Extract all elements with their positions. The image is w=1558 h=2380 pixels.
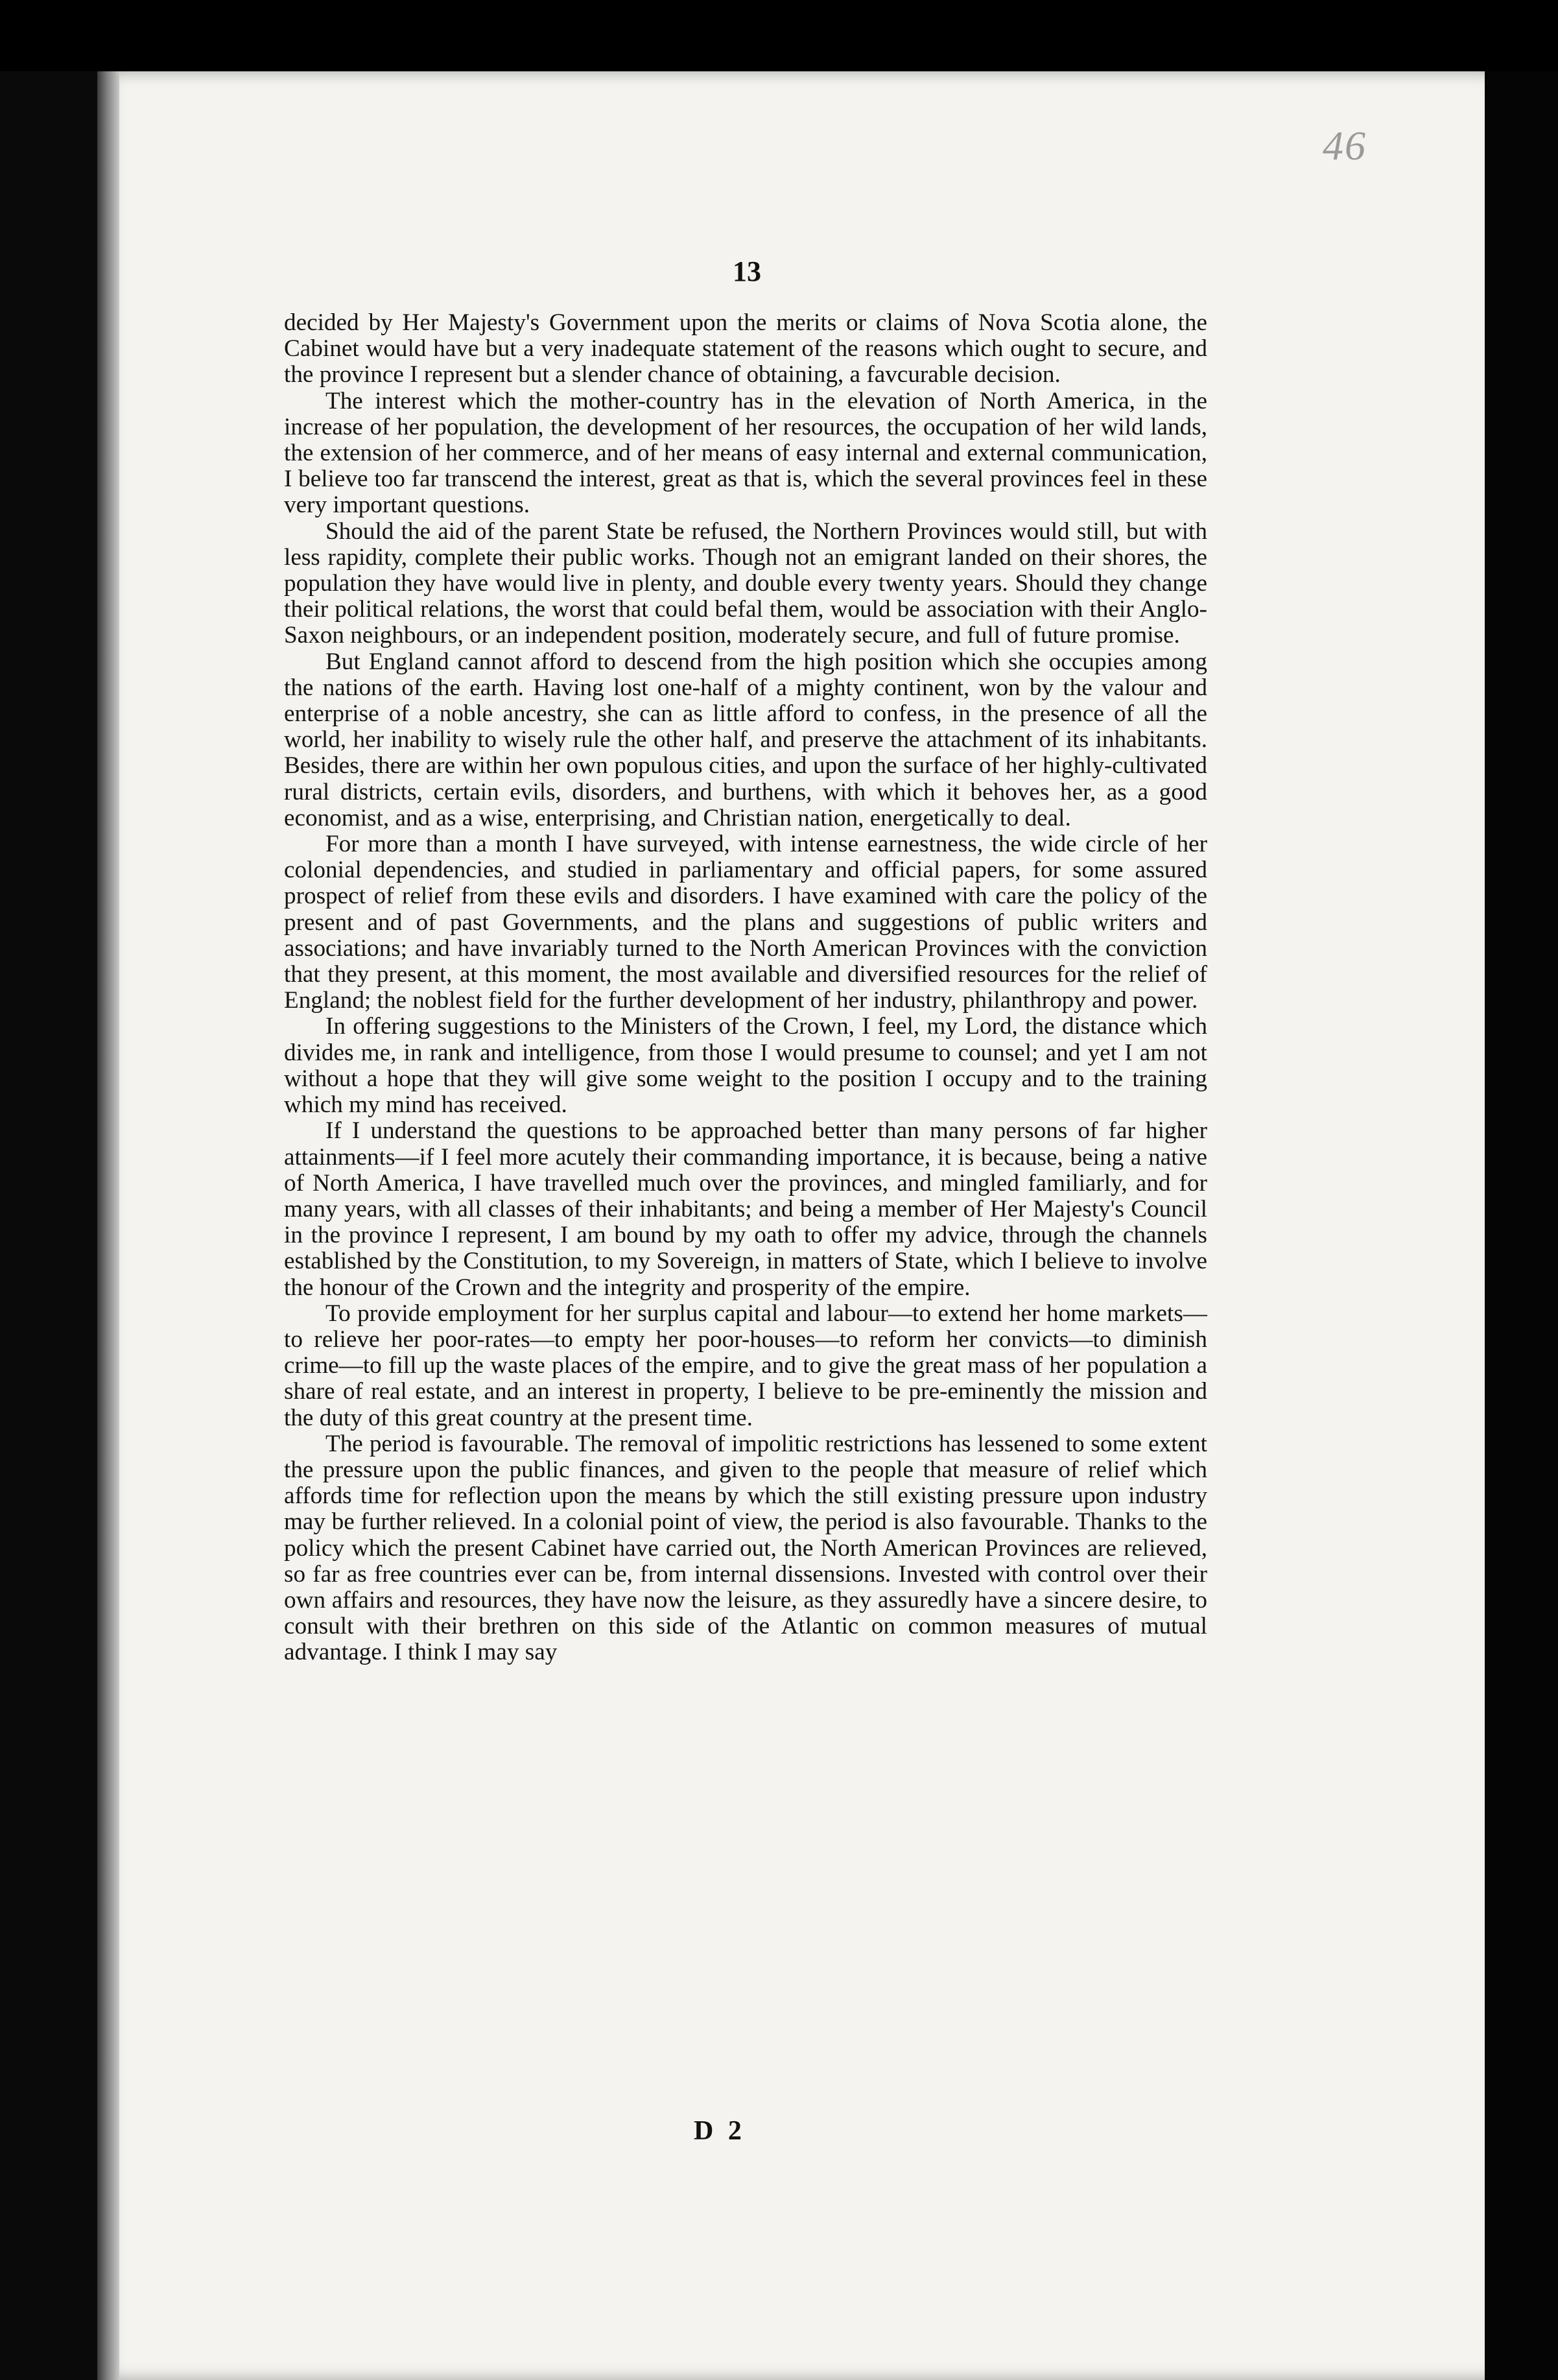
paragraph: If I understand the questions to be approached better than many persons of far higher attainments—if I feel more acutely their commanding importance, it is because, being a native of North America, I have travelled much over the provinces, and mingled familiarly, and for many years, with all classes of their inhabitants; and being a member of Her Majesty's Council in the province I represent, I am bound by my oath to offer my advice, through the channels established by the Constitution, to my Sovereign, in matters of State, which I believe to involve the honour of the Crown and the integrity and prosperity of the empire.	[284, 1117, 1207, 1301]
page-binding-edge	[97, 71, 119, 2380]
scan-background-right	[1485, 71, 1558, 2380]
page-number: 13	[733, 256, 761, 287]
paragraph: The interest which the mother-country has in the elevation of North America, in the increase of her population, the development of her resources, the occupation of her wild lands, the extension of her commerce, and of her means of easy internal and external communication, I believe too far transcend the interest, great as that is, which the several provinces feel in these very important questions.	[284, 387, 1207, 519]
scan-background-top	[0, 0, 1558, 71]
signature-mark: D 2	[694, 2116, 746, 2146]
paragraph: But England cannot afford to descend from the high position which she occupies among the nations of the earth. Having lost one-half of a mighty continent, won by the valour and enterprise of a noble ancestry, she can as little afford to confess, in the presence of all the world, her inability to wisely rule the other half, and preserve the attachment of its inhabitants. Besides, there are within her own populous cities, and upon the surface of her highly-cultivated rural districts, certain evils, disorders, and burthens, with which it behoves her, as a good economist, and as a wise, enterprising, and Christian nation, energetically to deal.	[284, 648, 1207, 831]
paragraph: To provide employment for her surplus capital and labour—to extend her home markets—to relieve her poor-rates—to empty her poor-houses—to reform her convicts—to diminish crime—to fill up the waste places of the empire, and to give the great mass of her population a share of real estate, and an interest in property, I believe to be pre-eminently the mission and the duty of this great country at the present time.	[284, 1300, 1207, 1431]
body-text	[284, 310, 1207, 1666]
paragraph: Should the aid of the parent State be refused, the Northern Provinces would still, but with less rapidity, complete their public works. Though not an emigrant landed on their shores, the population they have would live in plenty, and double every twenty years. Should they change their political relations, the worst that could befal them, would be association with their Anglo-Saxon neighbours, or an independent position, moderately secure, and full of future promise.	[284, 518, 1207, 649]
paragraph: The period is favourable. The removal of impolitic restrictions has lessened to some extent the pressure upon the public finances, and given to the people that measure of relief which affords time for reflection upon the means by which the still existing pressure upon industry may be further relieved. In a colonial point of view, the period is also favourable. Thanks to the policy which the present Cabinet have carried out, the North American Provinces are relieved, so far as free countries ever can be, from internal dissensions. Invested with control over their own affairs and resources, they have now the leisure, as they assuredly have a sincere desire, to consult with their brethren on this side of the Atlantic on common measures of mutual advantage. I think I may say	[284, 1430, 1207, 1666]
paragraph: decided by Her Majesty's Government upon the merits or claims of Nova Scotia alone, the Cabinet would have but a very inadequate statement of the reasons which ought to secure, and the province I represent but a slender chance of obtaining, a favcurable decision.	[284, 309, 1207, 388]
paragraph: In offering suggestions to the Ministers of the Crown, I feel, my Lord, the distance which divides me, in rank and intelligence, from those I would presume to counsel; and yet I am not without a hope that they will give some weight to the position I occupy and to the training which my mind has received.	[284, 1013, 1207, 1119]
paragraph: For more than a month I have surveyed, with intense earnestness, the wide circle of her colonial dependencies, and studied in parliamentary and official papers, for some assured prospect of relief from these evils and disorders. I have examined with care the policy of the present and of past Governments, and the plans and suggestions of public writers and associations; and have invariably turned to the North American Provinces with the conviction that they present, at this moment, the most available and diversified resources for the relief of England; the noblest field for the further development of her industry, philanthropy and power.	[284, 831, 1207, 1014]
folio-number: 46	[1323, 123, 1367, 169]
